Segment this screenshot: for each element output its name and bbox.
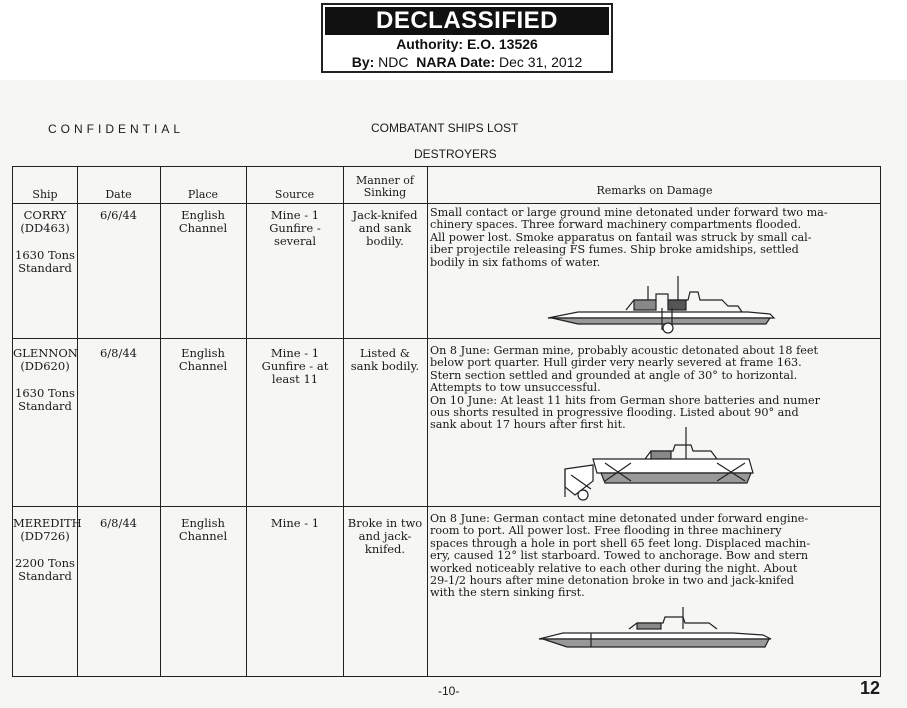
- place-cell: English Channel: [178, 346, 228, 373]
- document-title: COMBATANT SHIPS LOST: [371, 121, 519, 135]
- declassified-stamp: [321, 3, 613, 73]
- place-cell: English Channel: [178, 516, 228, 543]
- manner-cell: Broke in two and jack-knifed.: [347, 516, 423, 556]
- ship-tonnage: 1630 Tons Standard: [15, 386, 75, 413]
- stamp-by-value: NDC: [378, 54, 409, 70]
- remarks-cell: Small contact or large ground mine detonated under forward two ma- chinery spaces. Three forward machinery compartments flooded. All power lost. Smoke apparatus on fantail was struck by small cal- iber projectile releasing FS fumes. Ship broke amidships, settled bodily in six fathoms of water.: [430, 206, 828, 269]
- col-header-place: Place: [187, 188, 219, 201]
- header-divider: [13, 203, 880, 204]
- ship-hull-number: (DD726): [20, 529, 70, 543]
- stamp-by-line: [323, 53, 611, 71]
- stamp-authority-value: E.O. 13526: [466, 36, 538, 52]
- col-divider: [246, 167, 247, 676]
- col-divider: [77, 167, 78, 676]
- classification-label: CONFIDENTIAL: [48, 122, 185, 136]
- col-header-manner: Manner of Sinking: [356, 174, 414, 199]
- document-subtitle: DESTROYERS: [414, 147, 497, 161]
- manner-cell: Jack-knifed and sank bodily.: [352, 208, 418, 248]
- row-divider: [13, 338, 880, 339]
- source-cell: Mine - 1 Gunfire - at least 11: [261, 346, 329, 386]
- col-header-remarks: Remarks on Damage: [596, 184, 713, 197]
- folio-number: 12: [860, 678, 881, 698]
- remarks-cell: On 8 June: German mine, probably acoustic detonated about 18 feet below port quarter. Hull girder very nearly severed at frame 163. Stern section settled and grounded at angle of 30° to horizontal. Attempts to tow unsuccessful. On 10 June: At least 11 hits from German shore batteries and numer ous shorts resulted in progressive flooding. Listed about 90° and sank about 17 hours after first hit.: [430, 344, 820, 432]
- ship-cell: [13, 516, 82, 543]
- stamp-nara-label: NARA Date:: [416, 54, 496, 70]
- col-divider: [160, 167, 161, 676]
- ship-hull-number: (DD463): [20, 221, 70, 235]
- meredith-damage-diagram: [533, 603, 781, 655]
- stamp-by-label: By:: [351, 54, 375, 70]
- ship-cell: [13, 347, 77, 373]
- source-cell: Mine - 1 Gunfire - several: [269, 208, 321, 248]
- ship-name: CORRY: [23, 208, 67, 222]
- col-divider: [427, 167, 428, 676]
- date-cell: 6/6/44: [99, 208, 137, 222]
- stamp-nara-value: Dec 31, 2012: [499, 54, 583, 70]
- glennon-damage-diagram: [541, 425, 773, 503]
- page-number: -10-: [438, 684, 460, 698]
- row-divider: [13, 506, 880, 507]
- stamp-authority: [323, 35, 611, 53]
- ship-hull-number: (DD620): [20, 359, 70, 373]
- corry-damage-diagram: [538, 272, 788, 334]
- stamp-title: DECLASSIFIED: [325, 7, 609, 35]
- source-cell: Mine - 1: [270, 516, 320, 530]
- place-cell: English Channel: [178, 208, 228, 235]
- ship-cell: [13, 209, 77, 235]
- col-header-source: Source: [274, 188, 315, 201]
- date-cell: 6/8/44: [99, 346, 137, 360]
- ship-tonnage: 1630 Tons Standard: [15, 248, 75, 275]
- col-divider: [343, 167, 344, 676]
- date-cell: 6/8/44: [99, 516, 137, 530]
- stamp-authority-label: Authority:: [396, 36, 464, 52]
- col-header-date: Date: [105, 188, 132, 201]
- remarks-cell: On 8 June: German contact mine detonated under forward engine- room to port. All power lost. Free flooding in three machinery spaces through a hole in port shell 65 feet long. Displaced machin- ery, caused 12° list starboard. Towed to anchorage. Bow and stern worked noticeably relative to each other during the night. About 29-1/2 hours after mine detonation broke in two and jack-knifed with the stern sinking first.: [430, 512, 811, 600]
- ship-tonnage: 2200 Tons Standard: [15, 556, 75, 583]
- manner-cell: Listed & sank bodily.: [350, 346, 420, 373]
- ship-name: MEREDITH: [13, 516, 82, 530]
- col-header-ship: Ship: [32, 188, 58, 201]
- ship-name: GLENNON: [13, 346, 78, 360]
- ships-table: [12, 166, 881, 677]
